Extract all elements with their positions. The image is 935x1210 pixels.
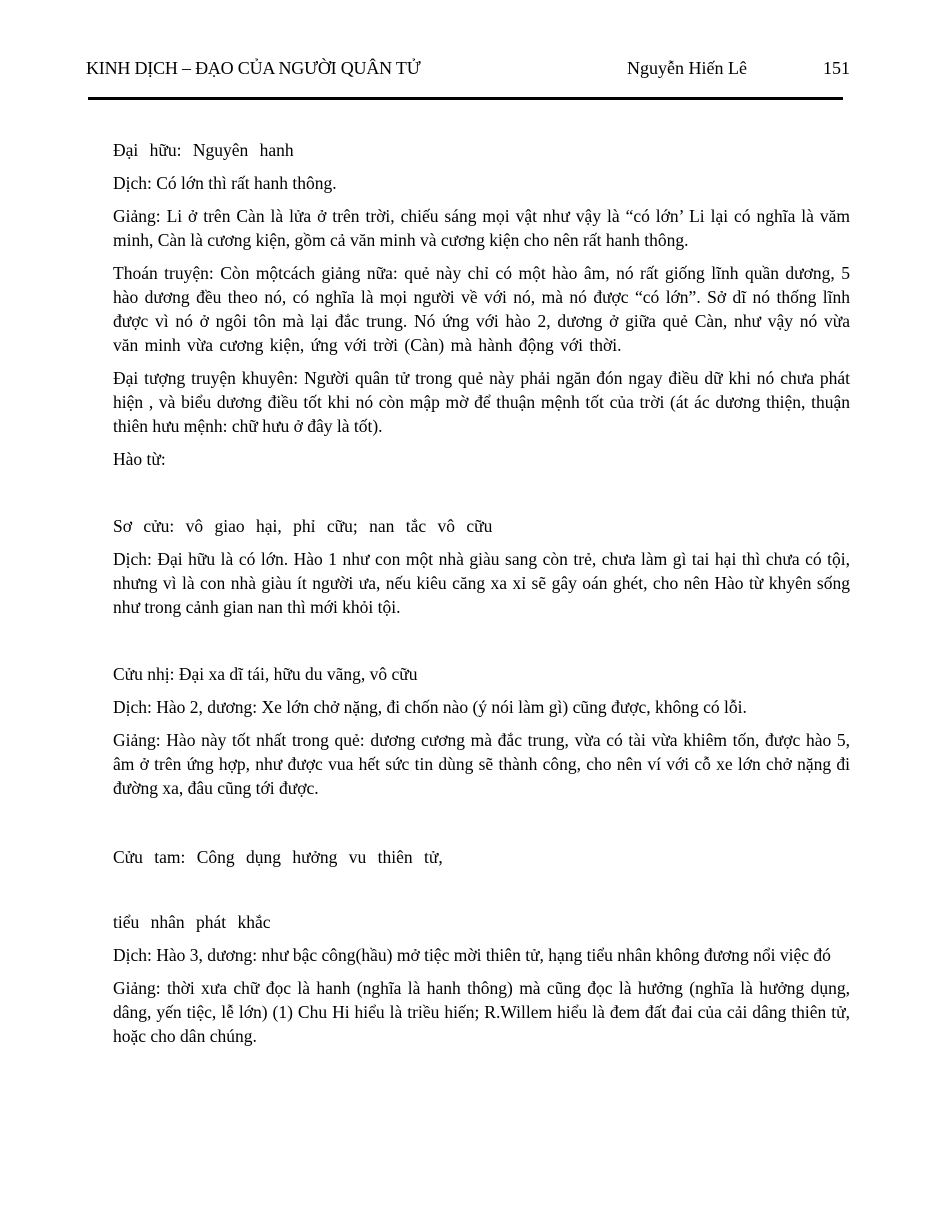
giang-paragraph-3: Giảng: thời xưa chữ đọc là hanh (nghĩa là hanh thông) mà cũng đọc là hưởng (nghĩa là hưởng dụng, dâng, yến tiệc, lễ lớn) (1) Chu Hi hiểu là triều hiến; R.Willem hiểu là đem đất đai của cải dâng thiên tử, hoặc cho dân chúng. xyxy=(113,978,850,1046)
author-name: Nguyễn Hiến Lê xyxy=(627,58,747,78)
cuu-tam-line: Cửu tam: Công dụng hưởng vu thiên tử, xyxy=(113,847,443,867)
cuu-tam-line-continued: tiểu nhân phát khắc xyxy=(113,912,271,932)
page-number: 151 xyxy=(823,58,850,78)
thoan-truyen-paragraph: Thoán truyện: Còn mộtcách giảng nữa: quẻ này chỉ có một hào âm, nó rất giống lĩnh quần dương, 5 hào dương đều theo nó, có nghĩa là mọi người về với nó, mà nó được “có lớn”. Sở dĩ nó thống lĩnh được vì nó ở ngôi tôn mà lại đắc trung. Nó ứng với hào 2, dương ở giữa quẻ Càn, như vậy nó vừa văn minh vừa cương kiện, ứng với trời (Càn) mà hành động với thời. xyxy=(113,263,850,355)
cuu-nhi-line: Cửu nhị: Đại xa dĩ tái, hữu du vãng, vô cữu xyxy=(113,664,418,684)
dich-paragraph-3: Dịch: Hào 2, dương: Xe lớn chở nặng, đi chốn nào (ý nói làm gì) cũng được, không có lỗi. xyxy=(113,697,747,717)
hao-tu-heading: Hào từ: xyxy=(113,449,166,469)
dich-paragraph-2: Dịch: Đại hữu là có lớn. Hào 1 như con một nhà giàu sang còn trẻ, chưa làm gì tai hại thì chưa có tội, nhưng vì là con nhà giàu ít người ưa, nếu kiêu căng xa xỉ sẽ gây oán ghét, cho nên Hào từ khyên sống như trong cảnh gian nan thì mới khỏi tội. xyxy=(113,549,850,617)
giang-paragraph-1: Giảng: Li ở trên Càn là lửa ở trên trời, chiếu sáng mọi vật như vậy là “có lớn’ Li lại có nghĩa là văm minh, Càn là cương kiện, gồm cả văn minh và cương kiện cho nên rất hanh thông. xyxy=(113,206,850,250)
so-cuu-line: Sơ cửu: vô giao hại, phỉ cữu; nan tắc vô cữu xyxy=(113,516,493,536)
dich-paragraph-1: Dịch: Có lớn thì rất hanh thông. xyxy=(113,173,337,193)
header-divider-rule xyxy=(88,97,843,100)
header-right-group xyxy=(627,57,850,79)
book-title: KINH DỊCH – ĐẠO CỦA NGƯỜI QUÂN TỬ xyxy=(86,58,421,78)
running-header xyxy=(86,57,850,79)
giang-paragraph-2: Giảng: Hào này tốt nhất trong quẻ: dương cương mà đắc trung, vừa có tài vừa khiêm tốn, được hào 5, âm ở trên ứng hợp, như được vua hết sức tin dùng sẽ thành công, cho nên ví với cỗ xe lớn chở nặng đi đường xa, đâu cũng tới được. xyxy=(113,730,850,798)
page-body xyxy=(113,138,850,1057)
dich-paragraph-4: Dịch: Hào 3, dương: như bậc công(hầu) mở tiệc mời thiên tử, hạng tiểu nhân không đương nổi việc đó xyxy=(113,945,831,965)
dai-tuong-truyen-paragraph: Đại tượng truyện khuyên: Người quân tử trong quẻ này phải ngăn đón ngay điều dữ khi nó chưa phát hiện , và biểu dương điều tốt khi nó còn mập mờ để thuận mệnh tốt của trời (át ác dương thiện, thuận thiên hưu mệnh: chữ hưu ở đây là tốt). xyxy=(113,368,850,436)
hexagram-name-line: Đại hữu: Nguyên hanh xyxy=(113,140,294,160)
